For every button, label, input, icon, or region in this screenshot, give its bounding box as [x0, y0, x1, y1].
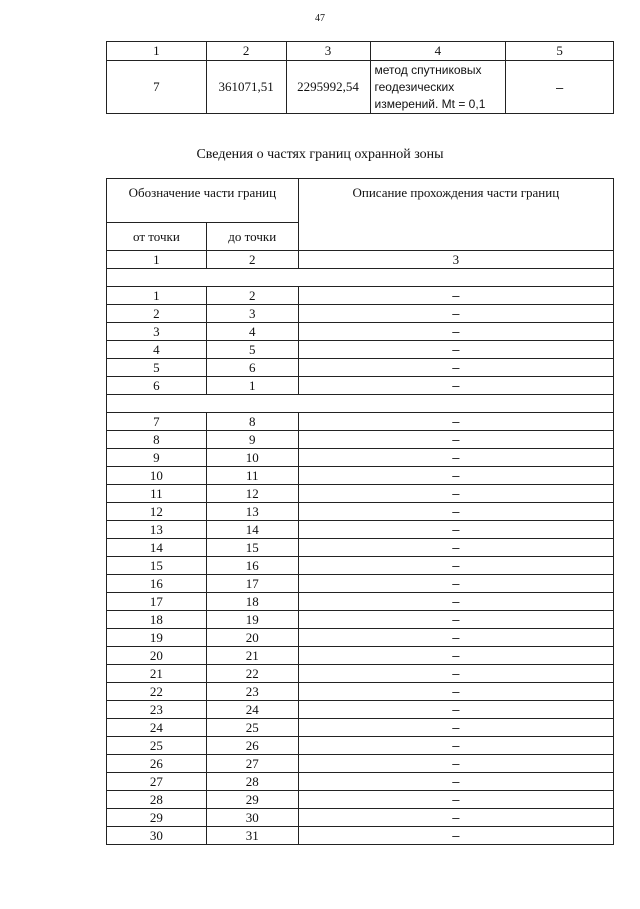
- column-number-1: 1: [107, 42, 207, 61]
- to-point-cell: 28: [206, 773, 298, 791]
- table-row: [107, 827, 614, 845]
- table-row: [107, 539, 614, 557]
- description-cell: –: [298, 413, 613, 431]
- from-point-cell: 4: [107, 341, 207, 359]
- description-cell: –: [298, 557, 613, 575]
- table-row: [107, 377, 614, 395]
- from-point-cell: 24: [107, 719, 207, 737]
- description-cell: –: [298, 431, 613, 449]
- description-cell: –: [298, 323, 613, 341]
- method-line: геодезических: [374, 79, 455, 94]
- table-row: [107, 719, 614, 737]
- column-number-3: 3: [286, 42, 370, 61]
- coordinate-y: 2295992,54: [286, 61, 370, 114]
- table-row: [107, 737, 614, 755]
- from-point-cell: 10: [107, 467, 207, 485]
- from-point-cell: 11: [107, 485, 207, 503]
- table-row: [107, 575, 614, 593]
- to-point-cell: 18: [206, 593, 298, 611]
- from-point-cell: 23: [107, 701, 207, 719]
- from-point-cell: 17: [107, 593, 207, 611]
- table-header-row: [107, 179, 614, 223]
- method-line: измерений. Mt = 0,1: [374, 96, 486, 111]
- column-number-1: 1: [107, 251, 207, 269]
- group-separator-row: [107, 395, 614, 413]
- from-point-cell: 12: [107, 503, 207, 521]
- boundary-parts-table: [106, 178, 614, 845]
- group-separator-cell: [107, 395, 614, 413]
- coordinates-header-row: [107, 42, 614, 61]
- point-number: 7: [107, 61, 207, 114]
- description-cell: –: [298, 611, 613, 629]
- description-cell: –: [298, 377, 613, 395]
- from-point-cell: 25: [107, 737, 207, 755]
- table-row: [107, 557, 614, 575]
- description-cell: –: [298, 647, 613, 665]
- to-point-cell: 14: [206, 521, 298, 539]
- description-cell: –: [298, 629, 613, 647]
- to-point-cell: 23: [206, 683, 298, 701]
- table-row: [107, 305, 614, 323]
- from-point-cell: 15: [107, 557, 207, 575]
- column-number-3: 3: [298, 251, 613, 269]
- description-cell: –: [298, 593, 613, 611]
- table-row: [107, 809, 614, 827]
- from-point-cell: 26: [107, 755, 207, 773]
- to-point-cell: 4: [206, 323, 298, 341]
- description-cell: –: [298, 287, 613, 305]
- coordinates-table: [106, 41, 614, 114]
- to-point-cell: 24: [206, 701, 298, 719]
- table-row: [107, 431, 614, 449]
- to-point-cell: 16: [206, 557, 298, 575]
- table-row: [107, 413, 614, 431]
- table-row: [107, 521, 614, 539]
- table-row: [107, 773, 614, 791]
- to-point-cell: 8: [206, 413, 298, 431]
- from-point-cell: 16: [107, 575, 207, 593]
- description-cell: –: [298, 719, 613, 737]
- coordinate-x: 361071,51: [206, 61, 286, 114]
- table-row: [107, 467, 614, 485]
- description-cell: –: [298, 305, 613, 323]
- to-point-cell: 2: [206, 287, 298, 305]
- table-row: [107, 61, 614, 114]
- method-line: метод спутниковых: [374, 62, 482, 77]
- from-point-cell: 2: [107, 305, 207, 323]
- table-row: [107, 647, 614, 665]
- table-row: [107, 755, 614, 773]
- header-from-point: от точки: [107, 223, 207, 251]
- to-point-cell: 9: [206, 431, 298, 449]
- description-cell: –: [298, 665, 613, 683]
- description-cell: –: [298, 449, 613, 467]
- group-separator-row: [107, 269, 614, 287]
- column-number-row: [107, 251, 614, 269]
- from-point-cell: 14: [107, 539, 207, 557]
- description-cell: –: [298, 773, 613, 791]
- from-point-cell: 7: [107, 413, 207, 431]
- description-cell: –: [298, 755, 613, 773]
- table-row: [107, 683, 614, 701]
- table-row: [107, 287, 614, 305]
- description-cell: –: [298, 485, 613, 503]
- column-5-value: –: [506, 61, 614, 114]
- section-title: Сведения о частях границ охранной зоны: [196, 147, 444, 162]
- from-point-cell: 21: [107, 665, 207, 683]
- to-point-cell: 31: [206, 827, 298, 845]
- to-point-cell: 3: [206, 305, 298, 323]
- table-row: [107, 449, 614, 467]
- from-point-cell: 18: [107, 611, 207, 629]
- from-point-cell: 30: [107, 827, 207, 845]
- method-description: [370, 61, 506, 114]
- from-point-cell: 22: [107, 683, 207, 701]
- to-point-cell: 21: [206, 647, 298, 665]
- column-number-5: 5: [506, 42, 614, 61]
- to-point-cell: 27: [206, 755, 298, 773]
- description-cell: –: [298, 359, 613, 377]
- from-point-cell: 6: [107, 377, 207, 395]
- description-cell: –: [298, 809, 613, 827]
- table-row: [107, 503, 614, 521]
- to-point-cell: 20: [206, 629, 298, 647]
- to-point-cell: 19: [206, 611, 298, 629]
- description-cell: –: [298, 791, 613, 809]
- table-row: [107, 611, 614, 629]
- table-row: [107, 593, 614, 611]
- from-point-cell: 28: [107, 791, 207, 809]
- to-point-cell: 29: [206, 791, 298, 809]
- table-row: [107, 485, 614, 503]
- description-cell: –: [298, 683, 613, 701]
- table-row: [107, 359, 614, 377]
- from-point-cell: 29: [107, 809, 207, 827]
- description-cell: –: [298, 701, 613, 719]
- from-point-cell: 1: [107, 287, 207, 305]
- description-cell: –: [298, 575, 613, 593]
- description-cell: –: [298, 341, 613, 359]
- table-row: [107, 341, 614, 359]
- table-row: [107, 701, 614, 719]
- to-point-cell: 11: [206, 467, 298, 485]
- table-row: [107, 323, 614, 341]
- to-point-cell: 13: [206, 503, 298, 521]
- from-point-cell: 13: [107, 521, 207, 539]
- to-point-cell: 17: [206, 575, 298, 593]
- column-number-2: 2: [206, 251, 298, 269]
- description-cell: –: [298, 521, 613, 539]
- from-point-cell: 19: [107, 629, 207, 647]
- table-row: [107, 665, 614, 683]
- header-description: Описание прохождения части границ: [298, 179, 613, 251]
- to-point-cell: 25: [206, 719, 298, 737]
- from-point-cell: 9: [107, 449, 207, 467]
- description-cell: –: [298, 467, 613, 485]
- to-point-cell: 30: [206, 809, 298, 827]
- page-number: 47: [315, 13, 325, 24]
- column-number-4: 4: [370, 42, 506, 61]
- to-point-cell: 10: [206, 449, 298, 467]
- description-cell: –: [298, 827, 613, 845]
- to-point-cell: 15: [206, 539, 298, 557]
- column-number-2: 2: [206, 42, 286, 61]
- from-point-cell: 8: [107, 431, 207, 449]
- to-point-cell: 6: [206, 359, 298, 377]
- description-cell: –: [298, 539, 613, 557]
- to-point-cell: 1: [206, 377, 298, 395]
- to-point-cell: 5: [206, 341, 298, 359]
- group-separator-cell: [107, 269, 614, 287]
- from-point-cell: 3: [107, 323, 207, 341]
- to-point-cell: 12: [206, 485, 298, 503]
- to-point-cell: 26: [206, 737, 298, 755]
- description-cell: –: [298, 503, 613, 521]
- table-row: [107, 629, 614, 647]
- header-to-point: до точки: [206, 223, 298, 251]
- from-point-cell: 20: [107, 647, 207, 665]
- header-boundary-part: Обозначение части границ: [107, 179, 299, 223]
- from-point-cell: 5: [107, 359, 207, 377]
- to-point-cell: 22: [206, 665, 298, 683]
- description-cell: –: [298, 737, 613, 755]
- table-row: [107, 791, 614, 809]
- from-point-cell: 27: [107, 773, 207, 791]
